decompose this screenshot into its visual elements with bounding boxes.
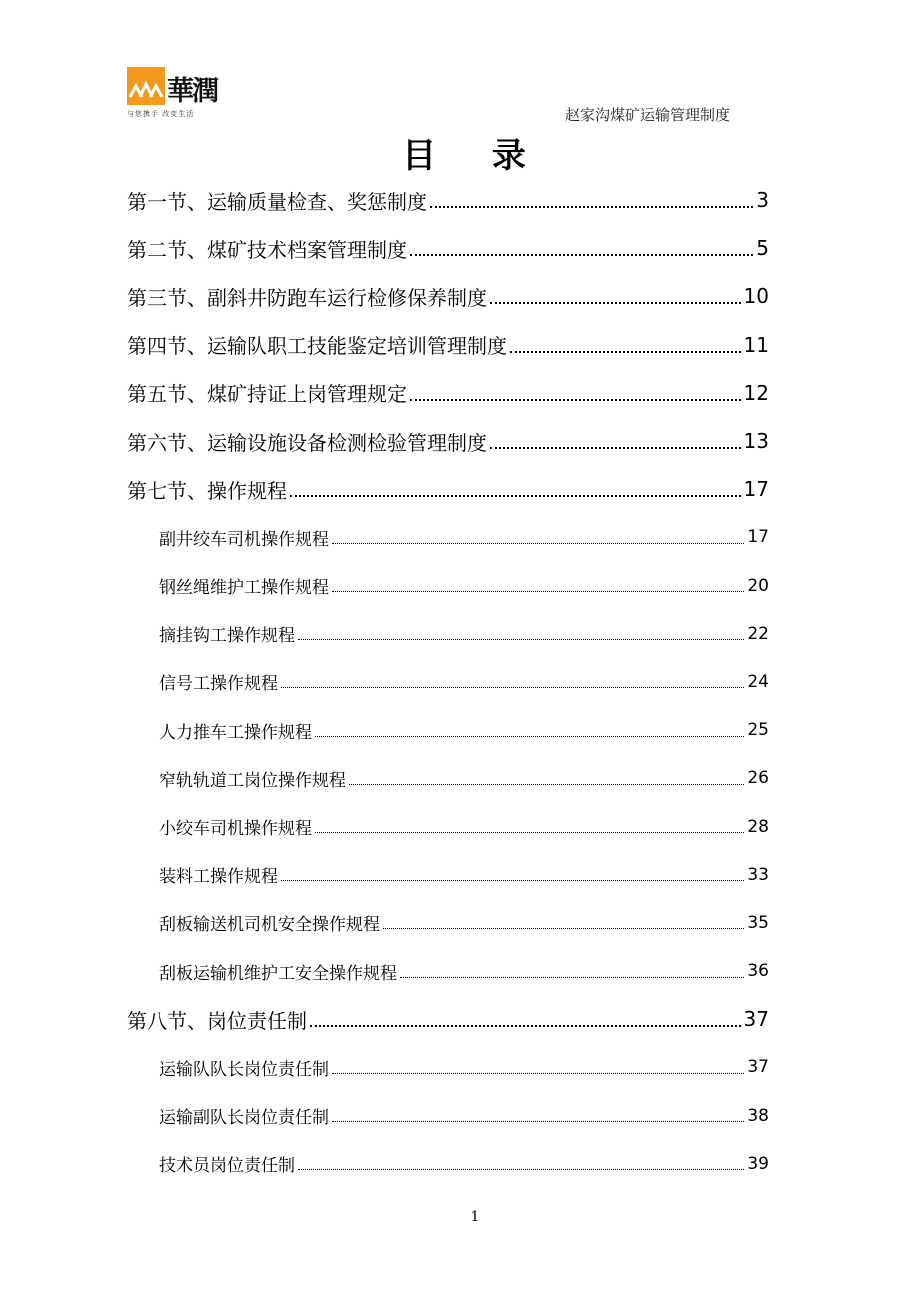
toc-entry[interactable] [127,224,769,272]
toc-entry-page: 35 [747,912,769,933]
toc-entry-page: 12 [743,380,769,405]
dot-leader [332,1121,744,1122]
toc-entry[interactable] [127,417,769,465]
dot-leader [332,1073,744,1074]
dot-leader [383,928,744,929]
toc-entry-label: 运输副队长岗位责任制 [159,1108,329,1129]
toc-entry-label: 摘挂钩工操作规程 [159,626,295,647]
dot-leader [298,639,744,640]
logo-name: 華潤 [167,76,217,107]
dot-leader [310,1025,741,1027]
toc-entry-page: 25 [747,720,769,741]
toc-entry-label: 第五节、煤矿持证上岗管理规定 [127,382,407,407]
toc-subentry[interactable] [127,754,769,802]
toc-entry-page: 24 [747,671,769,692]
toc-entry[interactable] [127,272,769,320]
dot-leader [410,254,753,256]
company-logo [127,67,227,121]
logo-mountain-icon [127,67,165,105]
toc-entry-label: 第七节、操作规程 [127,478,287,503]
toc-entry-label: 第八节、岗位责任制 [127,1008,307,1033]
toc-entry-label: 小绞车司机操作规程 [159,819,312,840]
toc-subentry[interactable] [127,513,769,561]
toc-subentry[interactable] [127,802,769,850]
toc-entry-label: 人力推车工操作规程 [159,722,312,743]
dot-leader [332,591,744,592]
logo-slogan: 与您携手 改变生活 [127,110,195,118]
dot-leader [430,206,753,208]
document-header-title: 赵家沟煤矿运输管理制度 [564,106,730,124]
dot-leader [490,302,741,304]
dot-leader [349,784,744,785]
dot-leader [490,447,741,449]
dot-leader [400,977,744,978]
toc-entry-page: 3 [756,188,769,213]
toc-subentry[interactable] [127,947,769,995]
dot-leader [410,399,741,401]
dot-leader [510,351,741,353]
toc-entry-label: 装料工操作规程 [159,867,278,888]
dot-leader [315,832,744,833]
toc-entry-page: 20 [747,575,769,596]
toc-entry-page: 28 [747,816,769,837]
dot-leader [298,1169,744,1170]
toc-entry-page: 39 [747,1153,769,1174]
toc-subentry[interactable] [127,1140,769,1188]
toc-entry-page: 5 [756,236,769,261]
toc-subentry[interactable] [127,899,769,947]
toc-entry-label: 副井绞车司机操作规程 [159,529,329,550]
toc-entry[interactable] [127,465,769,513]
toc-entry-label: 运输队队长岗位责任制 [159,1059,329,1080]
toc-entry-page: 17 [747,527,769,548]
dot-leader [290,495,741,497]
toc-entry[interactable] [127,369,769,417]
toc-entry-label: 第四节、运输队职工技能鉴定培训管理制度 [127,334,507,359]
toc-subentry[interactable] [127,706,769,754]
toc-entry-page: 36 [747,961,769,982]
toc-entry-label: 第一节、运输质量检查、奖惩制度 [127,189,427,214]
table-of-contents [127,176,769,1188]
toc-subentry[interactable] [127,1043,769,1091]
toc-subentry[interactable] [127,1092,769,1140]
toc-subentry[interactable] [127,851,769,899]
dot-leader [332,543,744,544]
toc-subentry[interactable] [127,610,769,658]
toc-title: 目 录 [402,136,548,176]
dot-leader [315,736,744,737]
toc-entry[interactable] [127,995,769,1043]
toc-entry-page: 13 [743,429,769,454]
toc-entry-page: 33 [747,864,769,885]
toc-subentry[interactable] [127,562,769,610]
toc-entry-label: 第三节、副斜井防跑车运行检修保养制度 [127,285,487,310]
dot-leader [281,880,744,881]
toc-entry-page: 22 [747,623,769,644]
toc-entry-label: 钢丝绳维护工操作规程 [159,578,329,599]
toc-entry-label: 信号工操作规程 [159,674,278,695]
toc-entry-page: 26 [747,768,769,789]
toc-entry-label: 窄轨轨道工岗位操作规程 [159,770,346,791]
dot-leader [281,687,744,688]
toc-entry-page: 17 [743,477,769,502]
toc-entry-label: 技术员岗位责任制 [159,1156,295,1177]
toc-entry-label: 刮板输送机司机安全操作规程 [159,915,380,936]
toc-entry[interactable] [127,176,769,224]
toc-entry-page: 37 [743,1007,769,1032]
toc-entry[interactable] [127,321,769,369]
toc-entry-label: 第二节、煤矿技术档案管理制度 [127,237,407,262]
toc-entry-label: 刮板运输机维护工安全操作规程 [159,963,397,984]
page-number: 1 [470,1209,480,1225]
toc-entry-label: 第六节、运输设施设备检测检验管理制度 [127,430,487,455]
toc-entry-page: 10 [743,284,769,309]
toc-entry-page: 38 [747,1105,769,1126]
toc-entry-page: 37 [747,1057,769,1078]
toc-entry-page: 11 [743,332,769,357]
toc-subentry[interactable] [127,658,769,706]
